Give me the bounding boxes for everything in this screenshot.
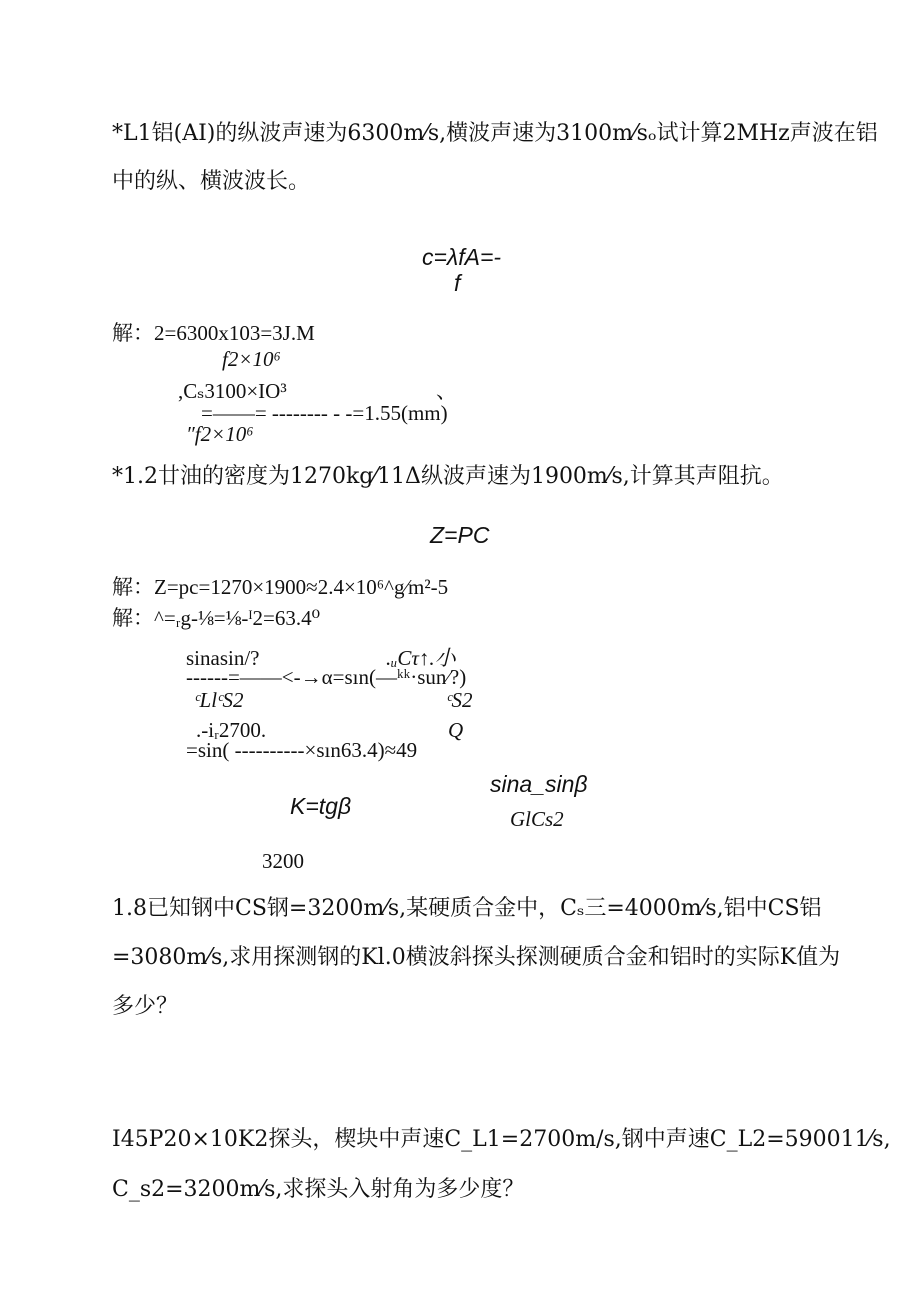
q3-sin-numerator: sinasin/? <box>186 646 260 670</box>
q3-snell-formula-top: sina_sinβ <box>490 771 588 797</box>
q3-number: 3200 <box>262 849 304 873</box>
q4-text-line3: 多少？ <box>112 994 179 1019</box>
q1-solution-line1: 解：2=6300x103=3J.M <box>112 321 315 345</box>
q1-solution-line3: ,Cₛ3100×IO³ <box>178 379 287 403</box>
q1-formula-denominator: f <box>454 270 461 296</box>
q1-solution-mark: 、 <box>436 379 457 403</box>
q2-formula: Z=PC <box>430 522 490 548</box>
q3-sin-denominator: ᶜLlᶜS2 <box>194 688 244 712</box>
q5-text-line2: C_s2=3200m⁄s,求探头入射角为多少度？ <box>112 1177 525 1202</box>
q4-text-line2: =3080m⁄s,求用探测钢的Kl.0横波斜探头探测硬质合金和铝时的实际K值为 <box>112 945 841 970</box>
q3-snell-formula-bottom: GlCs2 <box>510 807 564 831</box>
q3-sin-fraction-top: .-iᵣ2700. <box>196 718 267 742</box>
q4-text-line1: 1.8已知钢中CS钢=3200m⁄s,某硬质合金中，Cₛ三=4000m⁄s,铝中CS铝 <box>112 896 822 921</box>
q3-solution-line1: 解：^=ᵣg-⅛=⅛-ᴵ2=63.4⁰ <box>112 606 321 630</box>
q3-sin-q-mark: Q <box>448 718 464 742</box>
q3-sin-result: =sin( ----------×sın63.4)≈49 <box>186 738 418 762</box>
q3-sin-right-denominator: ᶜS2 <box>446 688 473 712</box>
q2-text-line1: *1.2廿油的密度为1270kg⁄11Δ纵波声速为1900m⁄s,计算其声阻抗。 <box>112 464 784 489</box>
q3-k-formula: K=tgβ <box>290 793 352 819</box>
q5-text-line1: I45P20×10K2探头，楔块中声速C_L1=2700m/s,钢中声速C_L2=590011⁄s, <box>112 1127 891 1152</box>
q1-formula-main: c=λfA=- <box>422 244 502 270</box>
q1-text-line2: 中的纵、横波波长。 <box>112 169 311 194</box>
q1-text-line1: *L1铝(AI)的纵波声速为6300m⁄s,横波声速为3100m⁄sₒ试计算2MHz声波在铝 <box>112 121 878 146</box>
q1-solution-denominator2: ″f2×10⁶ <box>186 422 254 446</box>
q1-solution-denominator1: f2×10⁶ <box>222 347 281 371</box>
q3-sin-equation: ------=——<-→α=sın(—ᵏᵏ·sun⁄?) <box>186 665 467 689</box>
q3-sin-right-top: .ᵤCτ↑.小 <box>386 646 456 670</box>
q2-solution-line1: 解：Z=pc=1270×1900≈2.4×10⁶^g⁄m²-5 <box>112 575 449 599</box>
q1-solution-line4: =——= -------- - -=1.55(mm) <box>201 401 448 425</box>
